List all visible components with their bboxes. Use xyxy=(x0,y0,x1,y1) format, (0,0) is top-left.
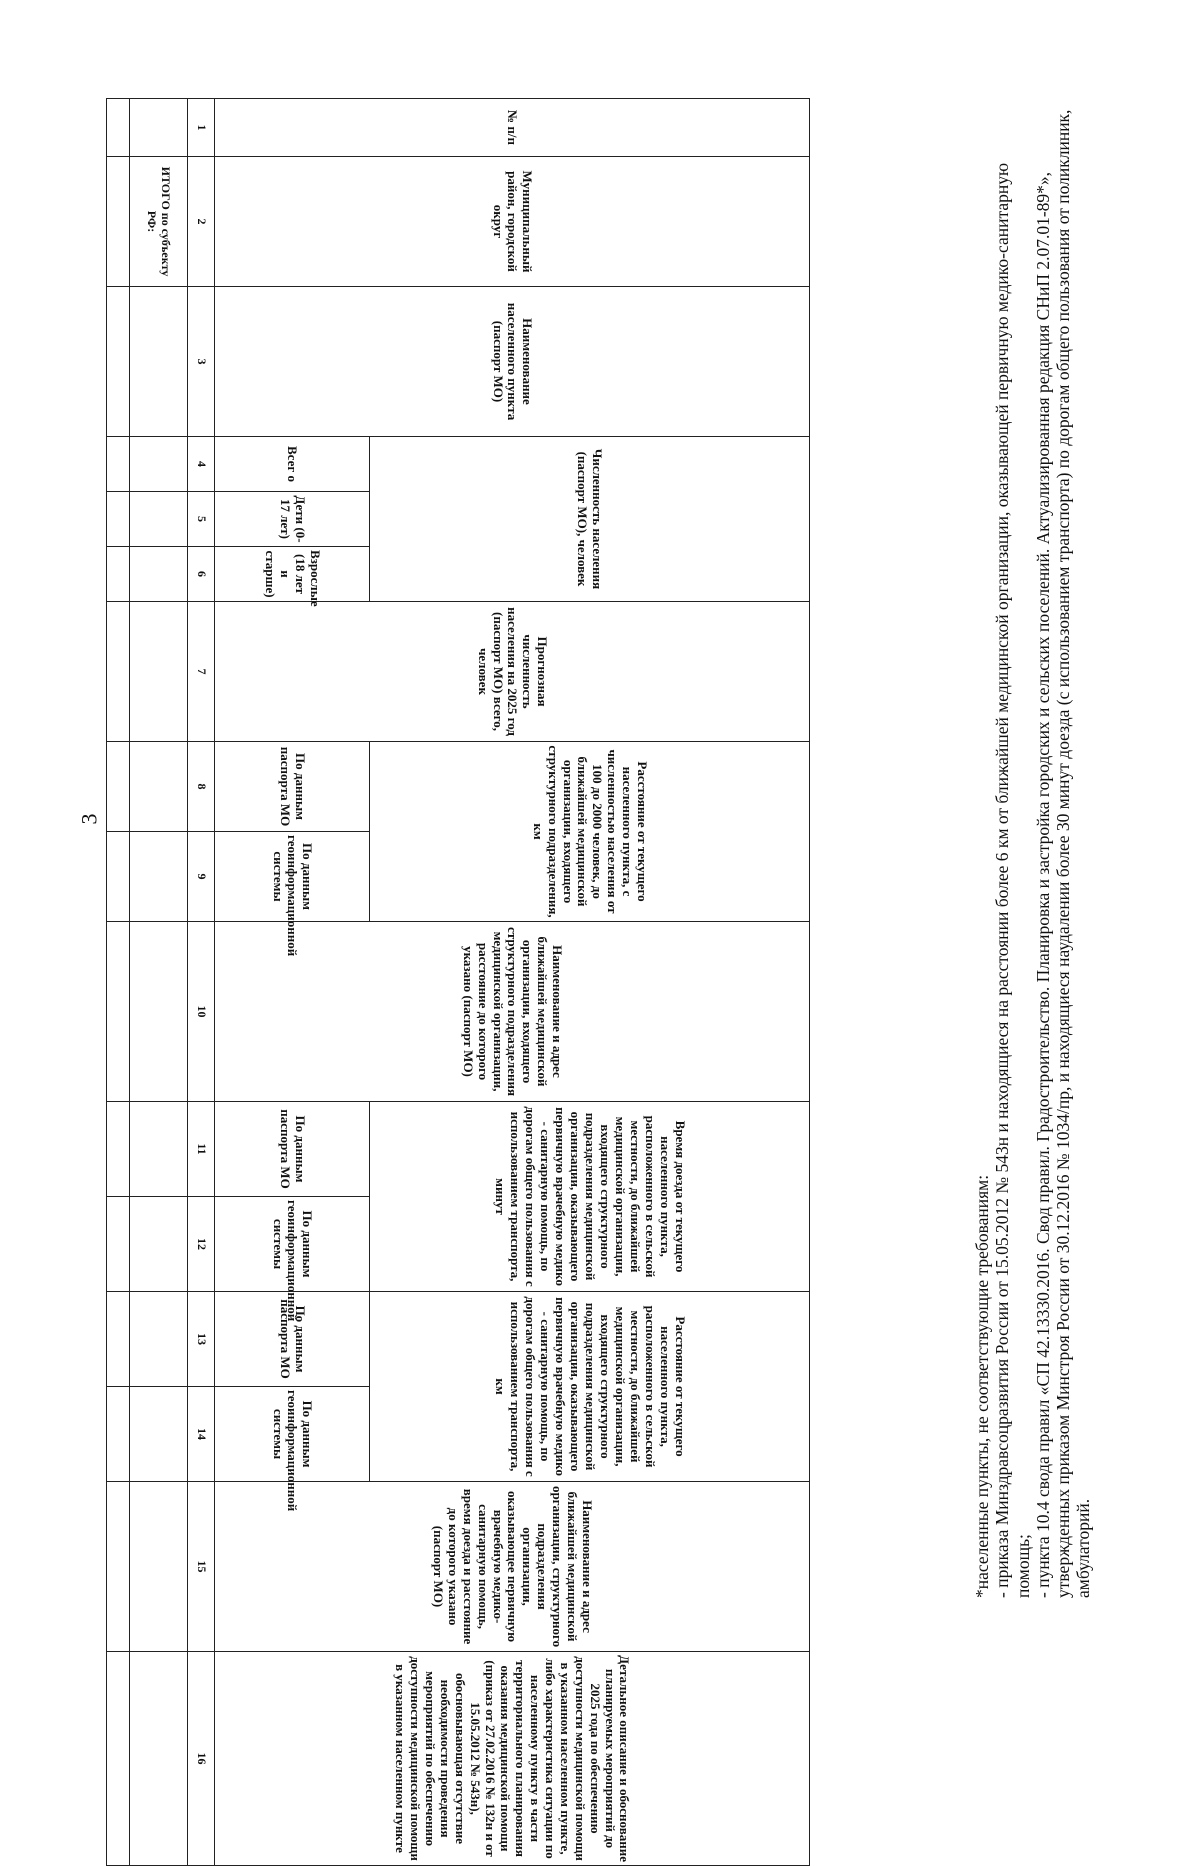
empty-cell-7 xyxy=(107,602,130,742)
empty-cell-1 xyxy=(107,99,130,157)
empty-cell-4 xyxy=(107,437,130,492)
header-pop-adults: Взрослые (18 лет и старше) xyxy=(215,547,370,602)
empty-cell-9 xyxy=(107,832,130,922)
column-number-6: 6 xyxy=(188,547,215,602)
empty-cell-14 xyxy=(107,1387,130,1482)
header-by-passport-8: По данным паспорта МО xyxy=(215,742,370,832)
total-cell-9 xyxy=(130,832,188,922)
column-number-1: 1 xyxy=(188,99,215,157)
footnote-item-2: - пункта 10.4 свода правил «СП 42.13330.2016. Свод правил. Градостроительство. Планировка и застройка городских и сельских поселений. Актуализированная редакция СНиП 2.07.01-89*», утвержденных приказом Минстроя России от 30.12.2016 № 1034/пр, и находящиеся наудалении более 30 минут доезда (с использованием транспорта) по дорогам общего пользования от поликлиник, амбулаторий. xyxy=(1032,109,1094,1598)
column-number-4: 4 xyxy=(188,437,215,492)
empty-cell-8 xyxy=(107,742,130,832)
total-cell-5 xyxy=(130,492,188,547)
column-number-8: 8 xyxy=(188,742,215,832)
total-cell-12 xyxy=(130,1197,188,1292)
empty-cell-11 xyxy=(107,1102,130,1197)
empty-cell-15 xyxy=(107,1482,130,1652)
header-by-passport-13: По данным паспорта МО xyxy=(215,1292,370,1387)
column-number-7: 7 xyxy=(188,602,215,742)
empty-cell-12 xyxy=(107,1197,130,1292)
total-cell-13 xyxy=(130,1292,188,1387)
header-pop-total: Всег о xyxy=(215,437,370,492)
table-area xyxy=(115,98,810,1862)
page-number: 3 xyxy=(76,813,102,825)
empty-cell-16 xyxy=(107,1652,130,1866)
empty-cell-6 xyxy=(107,547,130,602)
total-cell-14 xyxy=(130,1387,188,1482)
header-settlement: Наименование населенного пункта (паспорт МО) xyxy=(215,287,810,437)
column-number-16: 16 xyxy=(188,1652,215,1866)
total-cell-16 xyxy=(130,1652,188,1866)
empty-cell-5 xyxy=(107,492,130,547)
empty-cell-3 xyxy=(107,287,130,437)
header-by-geo-12: По данным геоинформационной системы xyxy=(215,1197,370,1292)
total-cell-15 xyxy=(130,1482,188,1652)
total-cell-10 xyxy=(130,922,188,1102)
header-district: Муниципальный район, городской округ xyxy=(215,157,810,287)
column-number-15: 15 xyxy=(188,1482,215,1652)
footnote-intro: *населенные пункты, не соответствующие требованиям: xyxy=(972,1174,992,1598)
footnote-area xyxy=(812,98,1094,1598)
header-by-geo-14: По данным геоинформационной системы xyxy=(215,1387,370,1482)
header-distance-100-2000: Расстояние от текущего населенного пункта, с численностью населения от 100 до 2000 человек, до ближайшей медицинской организации, входящего структурного подразделения, км xyxy=(370,742,810,922)
column-number-10: 10 xyxy=(188,922,215,1102)
column-number-9: 9 xyxy=(188,832,215,922)
header-distance-rural: Расстояние от текущего населенного пункта, расположенного в сельской местности, до ближайшей медицинской организации, входящего структурного подразделения медицинской организации, оказывающего первичную врачебную медико - санитарную помощь, по дорогам общего пользования с использованием транспорта, км xyxy=(370,1292,810,1482)
header-forecast: Прогнозная численность населения на 2025 год (паспорт МО) всего, человек xyxy=(215,602,810,742)
column-number-5: 5 xyxy=(188,492,215,547)
empty-cell-10 xyxy=(107,922,130,1102)
total-label: ИТОГО по субъекту РФ: xyxy=(130,157,188,287)
column-number-12: 12 xyxy=(188,1197,215,1292)
total-cell-6 xyxy=(130,547,188,602)
total-cell-1 xyxy=(130,99,188,157)
header-by-passport-11: По данным паспорта МО xyxy=(215,1102,370,1197)
column-number-2: 2 xyxy=(188,157,215,287)
header-nearest-primary: Наименование и адрес ближайшей медицинской организации, структурного подразделения организации, оказывающее первичную врачебную медико-санитарную помощь, время доезда и расстояние до которого указано (паспорт МО) xyxy=(215,1482,810,1652)
empty-cell-13 xyxy=(107,1292,130,1387)
footnote xyxy=(972,98,1132,1598)
header-details: Детальное описание и обоснование планируемых мероприятий до 2025 года по обеспечению доступности медицинской помощи в указанном населенном пункте, либо характеристика ситуации по населенному пункту в части территориального планирования оказания медицинской помощи (приказ от 27.02.2016 № 132н и от 15.05.2012 № 543н), обосновывающая отсутствие необходимости проведения мероприятий по обеспечению доступности медицинской помощи в указанном населенном пункте xyxy=(215,1652,810,1866)
header-pop-children: Дети (0-17 лет) xyxy=(215,492,370,547)
total-cell-7 xyxy=(130,602,188,742)
column-number-11: 11 xyxy=(188,1102,215,1197)
header-population: Численность населения (паспорт МО), человек xyxy=(370,437,810,602)
header-nearest-org: Наименование и адрес ближайшей медицинской организации, входящего структурного подразделения медицинской организации, расстояние до которого указано (паспорт МО) xyxy=(215,922,810,1102)
footnote-item-1: - приказа Минздравсоцразвития России от 15.05.2012 № 543н и находящиеся на расстоянии более 6 км от ближайшей медицинской организации, оказывающей первичную медико-санитарную помощь; xyxy=(992,162,1033,1598)
total-cell-4 xyxy=(130,437,188,492)
column-number-3: 3 xyxy=(188,287,215,437)
header-travel-time: Время доезда от текущего населенного пункта, расположенного в сельской местности, до ближайшей медицинской организации, входящего структурного подразделения медицинской организации, оказывающего первичную врачебную медико - санитарную помощь, по дорогам общего пользования с использованием транспорта, минут xyxy=(370,1102,810,1292)
total-cell-3 xyxy=(130,287,188,437)
total-cell-8 xyxy=(130,742,188,832)
column-number-13: 13 xyxy=(188,1292,215,1387)
medical-access-table xyxy=(106,98,810,1866)
header-num: № п/п xyxy=(215,99,810,157)
header-by-geo-9: По данным геоинформационной системы xyxy=(215,832,370,922)
total-cell-11 xyxy=(130,1102,188,1197)
empty-cell-2 xyxy=(107,157,130,287)
column-number-14: 14 xyxy=(188,1387,215,1482)
